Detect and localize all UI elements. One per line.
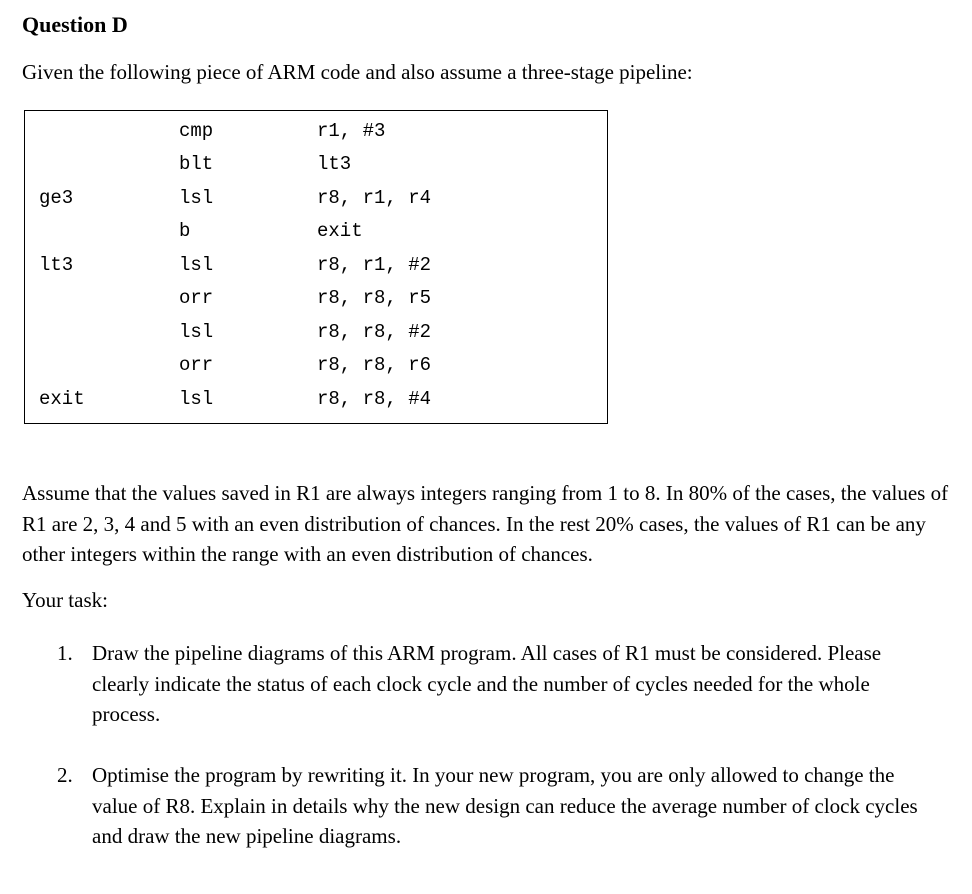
code-label: exit xyxy=(39,388,85,410)
code-line xyxy=(25,182,607,215)
code-label: ge3 xyxy=(39,187,74,209)
task-item xyxy=(57,638,937,730)
code-operands: r8, r8, r6 xyxy=(317,354,432,376)
code-operands: exit xyxy=(317,220,363,242)
code-operands: r8, r8, #2 xyxy=(317,321,432,343)
code-operands: r1, #3 xyxy=(317,120,386,142)
task-number: 2. xyxy=(57,763,73,787)
code-opcode: lsl xyxy=(179,254,214,276)
code-operands: r8, r1, #2 xyxy=(317,254,432,276)
code-opcode: blt xyxy=(179,153,214,175)
task-number: 1. xyxy=(57,641,73,665)
assumption-paragraph: Assume that the values saved in R1 are always integers ranging from 1 to 8. In 80% of the cases, the values of R1 are 2, 3, 4 and 5 with an even distribution of chances. In the rest 20% cases, the values of R1 can be any other integers within the range with an even distribution of chances. xyxy=(22,481,949,566)
code-line xyxy=(25,383,607,416)
task-text: Draw the pipeline diagrams of this ARM program. All cases of R1 must be considered. Please clearly indicate the status of each clock cycle and the number of cycles needed for the whole process. xyxy=(92,641,882,726)
code-operands: r8, r8, #4 xyxy=(317,388,432,410)
code-line xyxy=(25,115,607,148)
task-text: Optimise the program by rewriting it. In your new program, you are only allowed to change the value of R8. Explain in details why the new design can reduce the average number of clock cycles and draw the new pipeline diagrams. xyxy=(92,763,918,848)
question-heading: Question D xyxy=(22,12,128,37)
code-line xyxy=(25,215,607,248)
code-opcode: cmp xyxy=(179,120,214,142)
code-line xyxy=(25,249,607,282)
code-line xyxy=(25,148,607,181)
task-item xyxy=(57,760,937,852)
code-label: lt3 xyxy=(39,254,74,276)
code-operands: r8, r1, r4 xyxy=(317,187,432,209)
code-opcode: lsl xyxy=(179,187,214,209)
code-opcode: b xyxy=(179,220,191,242)
code-opcode: orr xyxy=(179,354,214,376)
code-opcode: orr xyxy=(179,287,214,309)
intro-text: Given the following piece of ARM code and also assume a three-stage pipeline: xyxy=(22,60,693,84)
code-operands: lt3 xyxy=(317,153,352,175)
code-listing xyxy=(24,110,608,424)
code-operands: r8, r8, r5 xyxy=(317,287,432,309)
code-line xyxy=(25,282,607,315)
task-title: Your task: xyxy=(22,588,108,612)
code-line xyxy=(25,349,607,382)
code-opcode: lsl xyxy=(179,388,214,410)
code-line xyxy=(25,316,607,349)
code-opcode: lsl xyxy=(179,321,214,343)
